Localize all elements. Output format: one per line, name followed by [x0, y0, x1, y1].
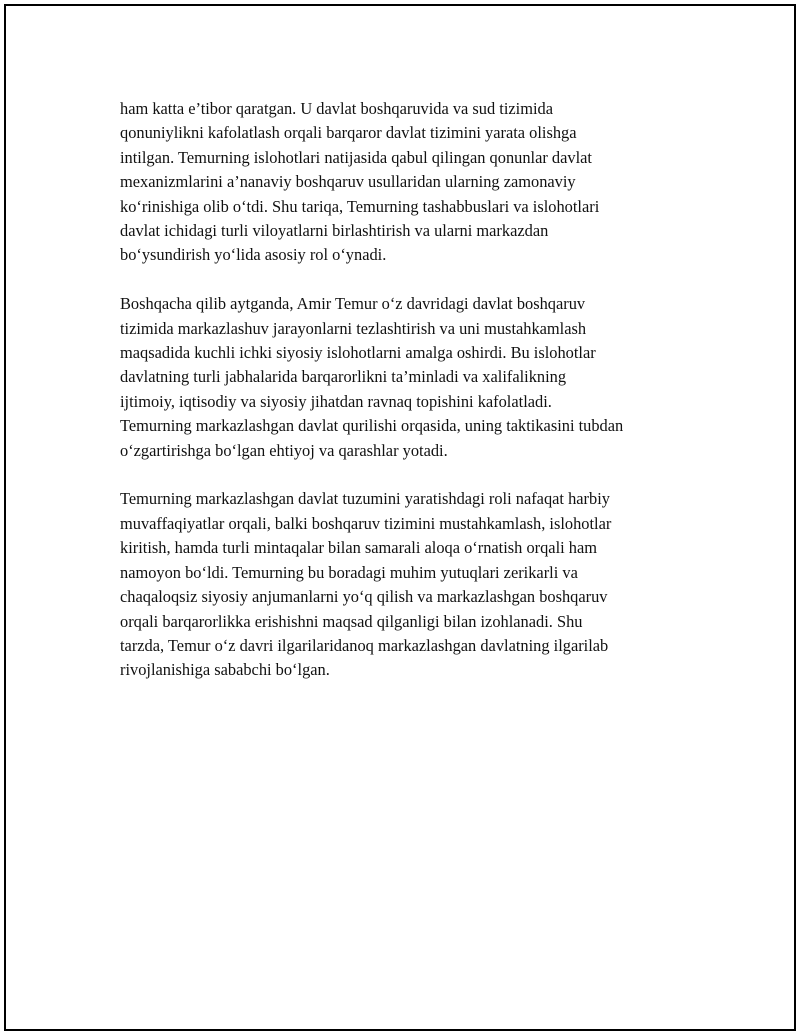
paragraph-2: [120, 292, 695, 463]
paragraph-1: [120, 97, 695, 268]
text-line: namoyon bo‘ldi. Temurning bu boradagi muhim yutuqlari zerikarli va: [120, 562, 578, 582]
document-body: [120, 97, 695, 707]
text-line: chaqaloqsiz siyosiy anjumanlarni yo‘q qilish va markazlashgan boshqaruv: [120, 587, 608, 607]
text-line: muvaffaqiyatlar orqali, balki boshqaruv tizimini mustahkamlash, islohotlar: [120, 513, 612, 533]
text-line: davlatning turli jabhalarida barqarorlikni ta’minladi va xalifalikning: [120, 367, 567, 387]
paragraph-3: [120, 487, 695, 682]
text-line: intilgan. Temurning islohotlari natijasida qabul qilingan qonunlar davlat: [120, 147, 592, 167]
text-line: ko‘rinishiga olib o‘tdi. Shu tariqa, Temurning tashabbuslari va islohotlari: [120, 196, 600, 216]
text-line: qonuniylikni kafolatlash orqali barqaror davlat tizimini yarata olishga: [120, 123, 577, 143]
text-line: tizimida markazlashuv jarayonlarni tezlashtirish va uni mustahkamlash: [120, 318, 587, 338]
text-line: ijtimoiy, iqtisodiy va siyosiy jihatdan ravnaq topishini kafolatladi.: [120, 391, 552, 411]
text-line: maqsadida kuchli ichki siyosiy islohotlarni amalga oshirdi. Bu islohotlar: [120, 343, 596, 363]
text-line: rivojlanishiga sababchi bo‘lgan.: [120, 660, 330, 680]
text-line: mexanizmlarini a’nanaviy boshqaruv usullaridan ularning zamonaviy: [120, 172, 576, 192]
text-line: tarzda, Temur o‘z davri ilgarilaridanoq markazlashgan davlatning ilgarilab: [120, 635, 609, 655]
text-line: davlat ichidagi turli viloyatlarni birlashtirish va ularni markazdan: [120, 221, 549, 241]
text-line: bo‘ysundirish yo‘lida asosiy rol o‘ynadi.: [120, 245, 387, 265]
text-line: kiritish, hamda turli mintaqalar bilan samarali aloqa o‘rnatish orqali ham: [120, 538, 598, 558]
text-line: ham katta e’tibor qaratgan. U davlat boshqaruvida va sud tizimida: [120, 99, 554, 118]
text-line: Boshqacha qilib aytganda, Amir Temur o‘z davridagi davlat boshqaruv: [120, 294, 586, 314]
text-line: o‘zgartirishga bo‘lgan ehtiyoj va qarashlar yotadi.: [120, 440, 448, 460]
text-line: orqali barqarorlikka erishishni maqsad qilganligi bilan izohlanadi. Shu: [120, 611, 583, 631]
text-line: Temurning markazlashgan davlat qurilishi orqasida, uning taktikasini tubdan: [120, 416, 624, 436]
text-line: Temurning markazlashgan davlat tuzumini yaratishdagi roli nafaqat harbiy: [120, 489, 610, 509]
document-page: [4, 4, 796, 1031]
